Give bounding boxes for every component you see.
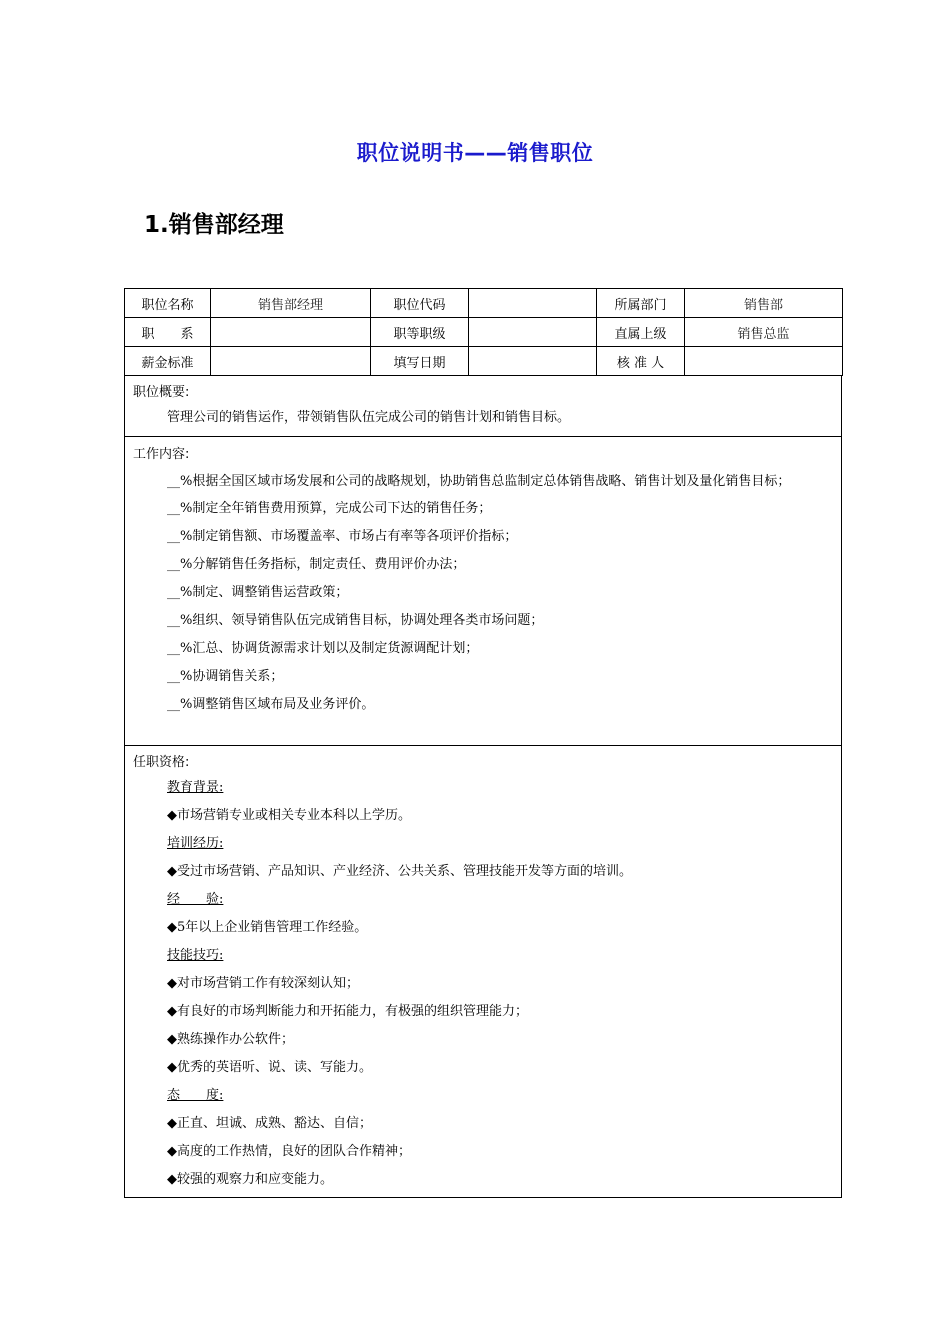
value-job-grade [469, 318, 597, 347]
label-salary: 薪金标准 [125, 347, 211, 376]
label-job-grade: 职等职级 [371, 318, 469, 347]
list-item: ◆5年以上企业销售管理工作经验。 [167, 920, 368, 935]
list-item: __%协调销售关系； [167, 669, 284, 684]
value-position-code [469, 289, 597, 318]
list-item: __%制定全年销售费用预算，完成公司下达的销售任务； [167, 501, 492, 516]
value-approver [685, 347, 843, 376]
value-department: 销售部 [685, 289, 843, 318]
table-row [125, 347, 843, 376]
skills-heading: 技能技巧: [167, 948, 224, 963]
list-item: ◆熟练操作办公软件； [167, 1032, 294, 1047]
list-item: __%组织、领导销售队伍完成销售目标，协调处理各类市场问题； [167, 613, 544, 628]
qualifications-label: 任职资格: [133, 755, 190, 770]
education-heading: 教育背景: [167, 780, 224, 795]
position-info-table [124, 288, 843, 376]
list-item: ◆高度的工作热情，良好的团队合作精神； [167, 1144, 411, 1159]
training-heading: 培训经历: [167, 836, 224, 851]
list-item: ◆对市场营销工作有较深刻认知； [167, 976, 359, 991]
label-position-name: 职位名称 [125, 289, 211, 318]
section-heading: 1.销售部经理 [144, 212, 284, 238]
value-supervisor: 销售总监 [685, 318, 843, 347]
work-content-section [124, 437, 842, 746]
label-approver: 核 准 人 [597, 347, 685, 376]
list-item: __%分解销售任务指标，制定责任、费用评价办法； [167, 557, 466, 572]
qualifications-section [124, 746, 842, 1198]
table-row [125, 318, 843, 347]
list-item: __%制定销售额、市场覆盖率、市场占有率等各项评价指标； [167, 529, 518, 544]
list-item: ◆正直、坦诚、成熟、豁达、自信； [167, 1116, 372, 1131]
attitude-heading: 态 度: [167, 1088, 224, 1103]
label-job-family: 职 系 [125, 318, 211, 347]
value-fill-date [469, 347, 597, 376]
list-item: ◆有良好的市场判断能力和开拓能力，有极强的组织管理能力； [167, 1004, 528, 1019]
list-item: ◆受过市场营销、产品知识、产业经济、公共关系、管理技能开发等方面的培训。 [167, 864, 632, 879]
experience-heading: 经 验: [167, 892, 224, 907]
list-item: ◆较强的观察力和应变能力。 [167, 1172, 333, 1187]
overview-text: 管理公司的销售运作，带领销售队伍完成公司的销售计划和销售目标。 [167, 410, 571, 425]
list-item: __%根据全国区域市场发展和公司的战略规划，协助销售总监制定总体销售战略、销售计划及量化销售目标； [167, 474, 791, 489]
list-item: __%汇总、协调货源需求计划以及制定货源调配计划； [167, 641, 479, 656]
overview-section [124, 375, 842, 437]
value-job-family [211, 318, 371, 347]
value-salary [211, 347, 371, 376]
list-item: __%制定、调整销售运营政策； [167, 585, 349, 600]
list-item: __%调整销售区域布局及业务评价。 [167, 697, 375, 712]
list-item: ◆市场营销专业或相关专业本科以上学历。 [167, 808, 411, 823]
label-fill-date: 填写日期 [371, 347, 469, 376]
document-title: 职位说明书——销售职位 [356, 141, 594, 165]
table-row [125, 289, 843, 318]
label-position-code: 职位代码 [371, 289, 469, 318]
overview-label: 职位概要: [133, 385, 190, 400]
work-content-label: 工作内容: [133, 447, 190, 462]
list-item: ◆优秀的英语听、说、读、写能力。 [167, 1060, 372, 1075]
label-department: 所属部门 [597, 289, 685, 318]
value-position-name: 销售部经理 [211, 289, 371, 318]
label-supervisor: 直属上级 [597, 318, 685, 347]
